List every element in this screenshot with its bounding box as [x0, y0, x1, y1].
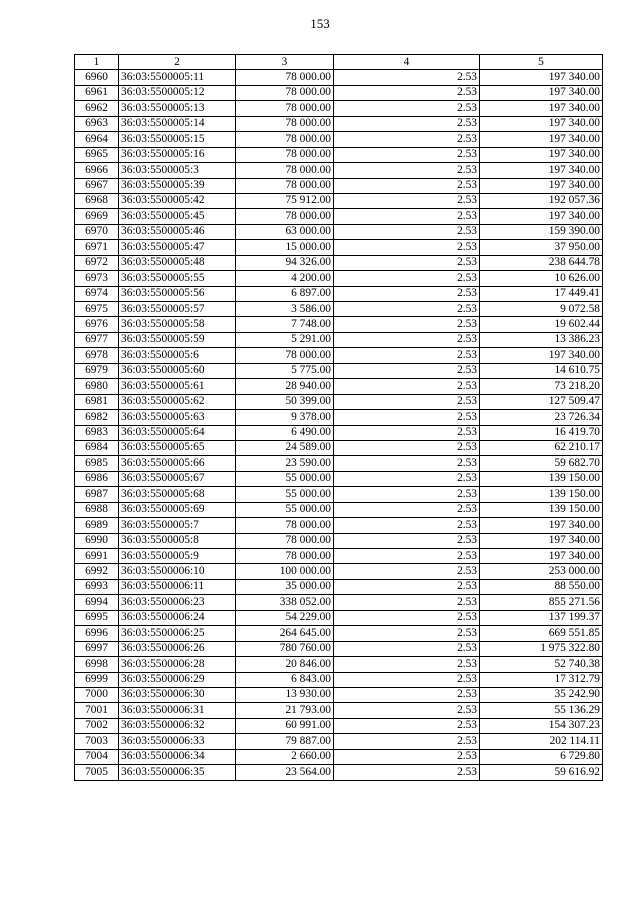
cadastral-number-cell: 36:03:5500005:61 [119, 379, 236, 394]
table-row [75, 549, 603, 564]
coefficient-cell: 2.53 [334, 657, 480, 672]
row-number-cell: 6971 [75, 240, 119, 255]
row-number-cell: 6992 [75, 564, 119, 579]
total-cell: 10 626.00 [480, 271, 603, 286]
header-cell: 4 [334, 55, 480, 70]
total-cell: 197 340.00 [480, 163, 603, 178]
total-cell: 197 340.00 [480, 70, 603, 85]
coefficient-cell: 2.53 [334, 626, 480, 641]
cadastral-number-cell: 36:03:5500005:12 [119, 85, 236, 100]
row-number-cell: 7003 [75, 734, 119, 749]
value-cell: 338 052.00 [236, 595, 334, 610]
value-cell: 6 897.00 [236, 286, 334, 301]
total-cell: 197 340.00 [480, 116, 603, 131]
total-cell: 37 950.00 [480, 240, 603, 255]
value-cell: 54 229.00 [236, 610, 334, 625]
value-cell: 78 000.00 [236, 549, 334, 564]
cadastral-number-cell: 36:03:5500006:23 [119, 595, 236, 610]
cadastral-number-cell: 36:03:5500006:29 [119, 672, 236, 687]
cadastral-number-cell: 36:03:5500006:30 [119, 687, 236, 702]
total-cell: 197 340.00 [480, 518, 603, 533]
cadastral-number-cell: 36:03:5500005:13 [119, 101, 236, 116]
table-row [75, 579, 603, 594]
cadastral-number-cell: 36:03:5500006:24 [119, 610, 236, 625]
total-cell: 197 340.00 [480, 549, 603, 564]
value-cell: 6 490.00 [236, 425, 334, 440]
coefficient-cell: 2.53 [334, 749, 480, 764]
row-number-cell: 6985 [75, 456, 119, 471]
coefficient-cell: 2.53 [334, 147, 480, 162]
row-number-cell: 7002 [75, 718, 119, 733]
total-cell: 16 419.70 [480, 425, 603, 440]
total-cell: 35 242.90 [480, 687, 603, 702]
value-cell: 78 000.00 [236, 101, 334, 116]
coefficient-cell: 2.53 [334, 379, 480, 394]
table-row [75, 533, 603, 548]
value-cell: 94 326.00 [236, 255, 334, 270]
coefficient-cell: 2.53 [334, 672, 480, 687]
row-number-cell: 6970 [75, 224, 119, 239]
table-row [75, 749, 603, 764]
cadastral-number-cell: 36:03:5500006:11 [119, 579, 236, 594]
table-row [75, 116, 603, 131]
cadastral-number-cell: 36:03:5500005:3 [119, 163, 236, 178]
header-cell: 1 [75, 55, 119, 70]
value-cell: 264 645.00 [236, 626, 334, 641]
cadastral-number-cell: 36:03:5500005:64 [119, 425, 236, 440]
total-cell: 669 551.85 [480, 626, 603, 641]
table-row [75, 101, 603, 116]
row-number-cell: 6996 [75, 626, 119, 641]
row-number-cell: 6973 [75, 271, 119, 286]
row-number-cell: 6978 [75, 348, 119, 363]
row-number-cell: 6986 [75, 471, 119, 486]
value-cell: 21 793.00 [236, 703, 334, 718]
row-number-cell: 6999 [75, 672, 119, 687]
table-row [75, 672, 603, 687]
cadastral-number-cell: 36:03:5500005:56 [119, 286, 236, 301]
total-cell: 17 312.79 [480, 672, 603, 687]
cadastral-number-cell: 36:03:5500005:14 [119, 116, 236, 131]
header-cell: 2 [119, 55, 236, 70]
total-cell: 13 386.23 [480, 332, 603, 347]
total-cell: 139 150.00 [480, 502, 603, 517]
coefficient-cell: 2.53 [334, 734, 480, 749]
value-cell: 2 660.00 [236, 749, 334, 764]
coefficient-cell: 2.53 [334, 348, 480, 363]
cadastral-number-cell: 36:03:5500005:65 [119, 440, 236, 455]
value-cell: 15 000.00 [236, 240, 334, 255]
total-cell: 1 975 322.80 [480, 641, 603, 656]
total-cell: 19 602.44 [480, 317, 603, 332]
value-cell: 60 991.00 [236, 718, 334, 733]
cadastral-number-cell: 36:03:5500005:9 [119, 549, 236, 564]
value-cell: 35 000.00 [236, 579, 334, 594]
row-number-cell: 6984 [75, 440, 119, 455]
table-row [75, 657, 603, 672]
total-cell: 9 072.58 [480, 302, 603, 317]
table-row [75, 425, 603, 440]
row-number-cell: 6975 [75, 302, 119, 317]
coefficient-cell: 2.53 [334, 440, 480, 455]
total-cell: 159 390.00 [480, 224, 603, 239]
coefficient-cell: 2.53 [334, 317, 480, 332]
total-cell: 197 340.00 [480, 101, 603, 116]
total-cell: 17 449.41 [480, 286, 603, 301]
table-row [75, 178, 603, 193]
row-number-cell: 6989 [75, 518, 119, 533]
coefficient-cell: 2.53 [334, 209, 480, 224]
table-row [75, 70, 603, 85]
cadastral-number-cell: 36:03:5500005:60 [119, 363, 236, 378]
cadastral-number-cell: 36:03:5500005:11 [119, 70, 236, 85]
cadastral-number-cell: 36:03:5500005:15 [119, 132, 236, 147]
value-cell: 7 748.00 [236, 317, 334, 332]
table-row [75, 718, 603, 733]
coefficient-cell: 2.53 [334, 271, 480, 286]
table-row [75, 765, 603, 780]
row-number-cell: 7004 [75, 749, 119, 764]
table-row [75, 626, 603, 641]
cadastral-number-cell: 36:03:5500006:26 [119, 641, 236, 656]
coefficient-cell: 2.53 [334, 85, 480, 100]
table-row [75, 255, 603, 270]
cadastral-number-cell: 36:03:5500005:6 [119, 348, 236, 363]
cadastral-number-cell: 36:03:5500005:59 [119, 332, 236, 347]
total-cell: 127 509.47 [480, 394, 603, 409]
total-cell: 855 271.56 [480, 595, 603, 610]
total-cell: 197 340.00 [480, 533, 603, 548]
page-number: 153 [310, 16, 330, 31]
table-row [75, 163, 603, 178]
value-cell: 5 291.00 [236, 332, 334, 347]
table-row [75, 456, 603, 471]
cadastral-number-cell: 36:03:5500005:8 [119, 533, 236, 548]
total-cell: 154 307.23 [480, 718, 603, 733]
total-cell: 139 150.00 [480, 487, 603, 502]
row-number-cell: 6980 [75, 379, 119, 394]
coefficient-cell: 2.53 [334, 193, 480, 208]
table-row [75, 147, 603, 162]
table-row [75, 502, 603, 517]
table-row [75, 687, 603, 702]
table-body [75, 70, 603, 780]
coefficient-cell: 2.53 [334, 425, 480, 440]
header-cell: 3 [236, 55, 334, 70]
cadastral-number-cell: 36:03:5500005:68 [119, 487, 236, 502]
cadastral-number-cell: 36:03:5500005:7 [119, 518, 236, 533]
coefficient-cell: 2.53 [334, 132, 480, 147]
total-cell: 197 340.00 [480, 209, 603, 224]
table-row [75, 348, 603, 363]
value-cell: 78 000.00 [236, 348, 334, 363]
cadastral-number-cell: 36:03:5500005:39 [119, 178, 236, 193]
coefficient-cell: 2.53 [334, 549, 480, 564]
cadastral-number-cell: 36:03:5500005:57 [119, 302, 236, 317]
row-number-cell: 6983 [75, 425, 119, 440]
value-cell: 78 000.00 [236, 178, 334, 193]
row-number-cell: 6994 [75, 595, 119, 610]
coefficient-cell: 2.53 [334, 595, 480, 610]
table-row [75, 703, 603, 718]
coefficient-cell: 2.53 [334, 240, 480, 255]
value-cell: 23 564.00 [236, 765, 334, 780]
table-row [75, 85, 603, 100]
value-cell: 78 000.00 [236, 70, 334, 85]
value-cell: 78 000.00 [236, 163, 334, 178]
cadastral-number-cell: 36:03:5500006:10 [119, 564, 236, 579]
table-row [75, 379, 603, 394]
cadastral-number-cell: 36:03:5500005:48 [119, 255, 236, 270]
cadastral-number-cell: 36:03:5500005:16 [119, 147, 236, 162]
total-cell: 14 610.75 [480, 363, 603, 378]
value-cell: 78 000.00 [236, 116, 334, 131]
table-row [75, 317, 603, 332]
row-number-cell: 6982 [75, 410, 119, 425]
cadastral-number-cell: 36:03:5500006:34 [119, 749, 236, 764]
row-number-cell: 6987 [75, 487, 119, 502]
row-number-cell: 6981 [75, 394, 119, 409]
total-cell: 197 340.00 [480, 178, 603, 193]
data-table [74, 54, 603, 781]
coefficient-cell: 2.53 [334, 255, 480, 270]
coefficient-cell: 2.53 [334, 687, 480, 702]
table-row [75, 595, 603, 610]
table-row [75, 471, 603, 486]
cadastral-number-cell: 36:03:5500005:45 [119, 209, 236, 224]
coefficient-cell: 2.53 [334, 765, 480, 780]
table-row [75, 302, 603, 317]
coefficient-cell: 2.53 [334, 718, 480, 733]
row-number-cell: 6961 [75, 85, 119, 100]
table-row [75, 487, 603, 502]
coefficient-cell: 2.53 [334, 502, 480, 517]
value-cell: 50 399.00 [236, 394, 334, 409]
table-row [75, 734, 603, 749]
coefficient-cell: 2.53 [334, 641, 480, 656]
cadastral-number-cell: 36:03:5500006:33 [119, 734, 236, 749]
cadastral-number-cell: 36:03:5500006:35 [119, 765, 236, 780]
coefficient-cell: 2.53 [334, 70, 480, 85]
row-number-cell: 6991 [75, 549, 119, 564]
table-row [75, 224, 603, 239]
value-cell: 5 775.00 [236, 363, 334, 378]
table-header-row [75, 55, 603, 70]
table-row [75, 271, 603, 286]
header-cell: 5 [480, 55, 603, 70]
row-number-cell: 6995 [75, 610, 119, 625]
value-cell: 55 000.00 [236, 502, 334, 517]
cadastral-number-cell: 36:03:5500006:25 [119, 626, 236, 641]
cadastral-number-cell: 36:03:5500005:55 [119, 271, 236, 286]
total-cell: 192 057.36 [480, 193, 603, 208]
table-row [75, 240, 603, 255]
table-row [75, 286, 603, 301]
row-number-cell: 6997 [75, 641, 119, 656]
table-row [75, 564, 603, 579]
value-cell: 78 000.00 [236, 518, 334, 533]
total-cell: 197 340.00 [480, 85, 603, 100]
row-number-cell: 6962 [75, 101, 119, 116]
coefficient-cell: 2.53 [334, 487, 480, 502]
total-cell: 197 340.00 [480, 147, 603, 162]
row-number-cell: 6977 [75, 332, 119, 347]
value-cell: 13 930.00 [236, 687, 334, 702]
coefficient-cell: 2.53 [334, 410, 480, 425]
row-number-cell: 6988 [75, 502, 119, 517]
coefficient-cell: 2.53 [334, 178, 480, 193]
total-cell: 139 150.00 [480, 471, 603, 486]
total-cell: 52 740.38 [480, 657, 603, 672]
row-number-cell: 6993 [75, 579, 119, 594]
coefficient-cell: 2.53 [334, 286, 480, 301]
coefficient-cell: 2.53 [334, 363, 480, 378]
row-number-cell: 6967 [75, 178, 119, 193]
coefficient-cell: 2.53 [334, 518, 480, 533]
table-row [75, 394, 603, 409]
row-number-cell: 6965 [75, 147, 119, 162]
cadastral-number-cell: 36:03:5500005:63 [119, 410, 236, 425]
coefficient-cell: 2.53 [334, 302, 480, 317]
cadastral-number-cell: 36:03:5500006:32 [119, 718, 236, 733]
total-cell: 137 199.37 [480, 610, 603, 625]
table-row [75, 641, 603, 656]
total-cell: 88 550.00 [480, 579, 603, 594]
table-row [75, 193, 603, 208]
value-cell: 3 586.00 [236, 302, 334, 317]
row-number-cell: 6972 [75, 255, 119, 270]
row-number-cell: 7005 [75, 765, 119, 780]
value-cell: 6 843.00 [236, 672, 334, 687]
value-cell: 63 000.00 [236, 224, 334, 239]
cadastral-number-cell: 36:03:5500005:66 [119, 456, 236, 471]
coefficient-cell: 2.53 [334, 224, 480, 239]
row-number-cell: 6968 [75, 193, 119, 208]
total-cell: 238 644.78 [480, 255, 603, 270]
table-row [75, 332, 603, 347]
cadastral-number-cell: 36:03:5500005:46 [119, 224, 236, 239]
value-cell: 75 912.00 [236, 193, 334, 208]
total-cell: 253 000.00 [480, 564, 603, 579]
coefficient-cell: 2.53 [334, 116, 480, 131]
value-cell: 4 200.00 [236, 271, 334, 286]
row-number-cell: 7001 [75, 703, 119, 718]
row-number-cell: 6964 [75, 132, 119, 147]
row-number-cell: 6976 [75, 317, 119, 332]
total-cell: 59 682.70 [480, 456, 603, 471]
cadastral-number-cell: 36:03:5500005:47 [119, 240, 236, 255]
coefficient-cell: 2.53 [334, 533, 480, 548]
total-cell: 55 136.29 [480, 703, 603, 718]
total-cell: 202 114.11 [480, 734, 603, 749]
table-row [75, 209, 603, 224]
value-cell: 78 000.00 [236, 85, 334, 100]
row-number-cell: 6960 [75, 70, 119, 85]
row-number-cell: 6990 [75, 533, 119, 548]
coefficient-cell: 2.53 [334, 101, 480, 116]
total-cell: 62 210.17 [480, 440, 603, 455]
value-cell: 28 940.00 [236, 379, 334, 394]
coefficient-cell: 2.53 [334, 332, 480, 347]
value-cell: 78 000.00 [236, 132, 334, 147]
value-cell: 20 846.00 [236, 657, 334, 672]
total-cell: 59 616.92 [480, 765, 603, 780]
coefficient-cell: 2.53 [334, 163, 480, 178]
cadastral-number-cell: 36:03:5500005:69 [119, 502, 236, 517]
row-number-cell: 6969 [75, 209, 119, 224]
coefficient-cell: 2.53 [334, 456, 480, 471]
table-row [75, 610, 603, 625]
cadastral-number-cell: 36:03:5500005:67 [119, 471, 236, 486]
table-row [75, 410, 603, 425]
row-number-cell: 6998 [75, 657, 119, 672]
coefficient-cell: 2.53 [334, 703, 480, 718]
total-cell: 23 726.34 [480, 410, 603, 425]
value-cell: 9 378.00 [236, 410, 334, 425]
table-row [75, 132, 603, 147]
value-cell: 55 000.00 [236, 471, 334, 486]
table-row [75, 363, 603, 378]
value-cell: 780 760.00 [236, 641, 334, 656]
cadastral-number-cell: 36:03:5500006:31 [119, 703, 236, 718]
cadastral-number-cell: 36:03:5500005:58 [119, 317, 236, 332]
value-cell: 55 000.00 [236, 487, 334, 502]
coefficient-cell: 2.53 [334, 564, 480, 579]
value-cell: 78 000.00 [236, 147, 334, 162]
row-number-cell: 6974 [75, 286, 119, 301]
value-cell: 78 000.00 [236, 533, 334, 548]
total-cell: 6 729.80 [480, 749, 603, 764]
total-cell: 73 218.20 [480, 379, 603, 394]
value-cell: 78 000.00 [236, 209, 334, 224]
coefficient-cell: 2.53 [334, 471, 480, 486]
coefficient-cell: 2.53 [334, 394, 480, 409]
value-cell: 100 000.00 [236, 564, 334, 579]
cadastral-number-cell: 36:03:5500006:28 [119, 657, 236, 672]
row-number-cell: 6963 [75, 116, 119, 131]
table-row [75, 518, 603, 533]
value-cell: 79 887.00 [236, 734, 334, 749]
coefficient-cell: 2.53 [334, 610, 480, 625]
row-number-cell: 6979 [75, 363, 119, 378]
coefficient-cell: 2.53 [334, 579, 480, 594]
row-number-cell: 7000 [75, 687, 119, 702]
cadastral-number-cell: 36:03:5500005:62 [119, 394, 236, 409]
value-cell: 24 589.00 [236, 440, 334, 455]
cadastral-number-cell: 36:03:5500005:42 [119, 193, 236, 208]
table-row [75, 440, 603, 455]
total-cell: 197 340.00 [480, 348, 603, 363]
total-cell: 197 340.00 [480, 132, 603, 147]
row-number-cell: 6966 [75, 163, 119, 178]
value-cell: 23 590.00 [236, 456, 334, 471]
